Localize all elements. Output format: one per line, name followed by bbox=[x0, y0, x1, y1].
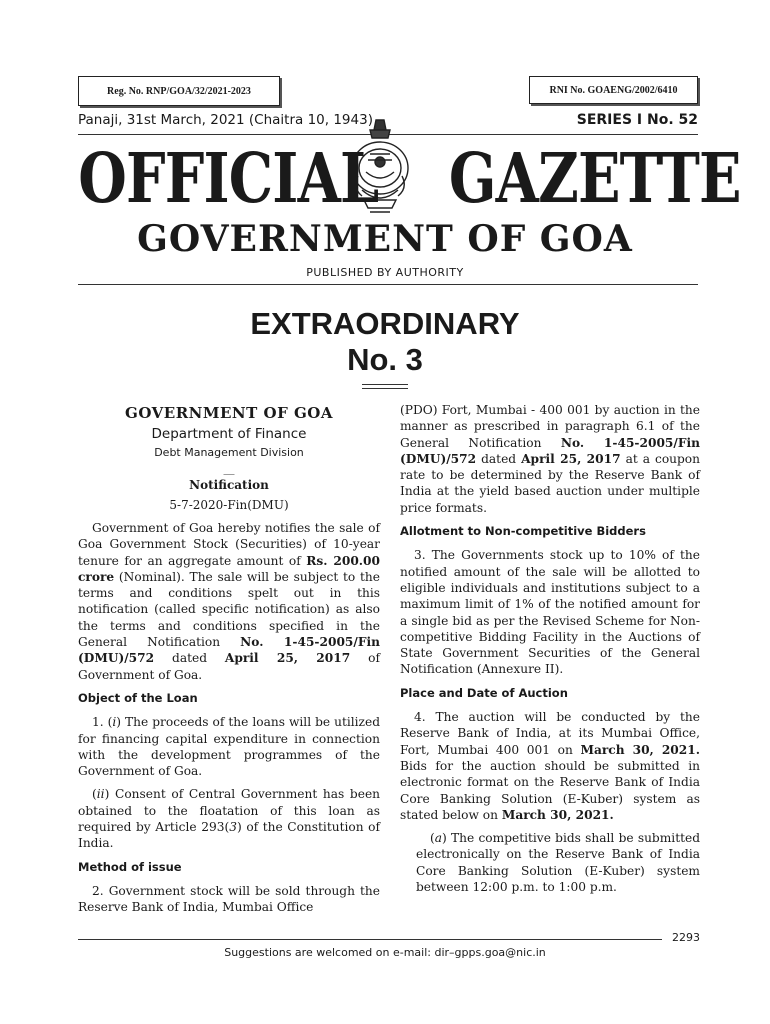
published-by-authority: PUBLISHED BY AUTHORITY bbox=[306, 266, 464, 279]
registration-number-box bbox=[78, 76, 280, 106]
title-rule bbox=[78, 284, 698, 285]
section-object-of-loan: Object of the Loan bbox=[78, 690, 198, 705]
masthead-gazette: GAZETTE bbox=[448, 139, 741, 219]
paragraph-1i: 1. (i) The proceeds of the loans will be utilized for financing capital expenditure in connection with the development programmes of the Government of Goa. bbox=[78, 715, 380, 779]
paragraph-3: 3. The Governments stock up to 10% of the notified amount of the sale will be allotted to eligible individuals and institutions subject to a maximum limit of 1% of the notified amount for a single bid as per the Revised Scheme for Non-competitive Bidding Facility in the Auctions of State Government Securities of the General Notification (Annexure II). bbox=[400, 548, 700, 677]
paragraph-1ii: (ii) Consent of Central Government has been obtained to the floatation of this loan as required by Article 293(3) of the Constitution of India. bbox=[78, 787, 380, 851]
paragraph-4: 4. The auction will be conducted by the Reserve Bank of India, at its Mumbai Office, Fort, Mumbai 400 001 on March 30, 2021. Bids for the auction should be submitted in electronic format on the Reserve Bank of India Core Banking Solution (E-Kuber) system as stated below on March 30, 2021. bbox=[400, 710, 700, 822]
double-rule-bottom bbox=[362, 388, 408, 389]
footer-rule bbox=[78, 939, 662, 940]
series-number: SERIES I No. 52 bbox=[576, 112, 698, 128]
rni-number: RNI No. GOAENG/2002/6410 bbox=[549, 84, 678, 96]
notice-separator: __ bbox=[223, 462, 235, 475]
paragraph-4a: (a) The competitive bids shall be submitted electronically on the Reserve Bank of India Core Banking Solution (E-Kuber) system between 12:00 p.m. to 1:00 p.m. bbox=[416, 831, 700, 895]
double-rule-top bbox=[362, 384, 408, 385]
masthead-official: OFFICIAL bbox=[78, 139, 379, 219]
left-column bbox=[78, 402, 380, 923]
notice-department: Department of Finance bbox=[151, 426, 307, 442]
government-title: GOVERNMENT OF GOA bbox=[137, 218, 633, 260]
paragraph-2-continued: (PDO) Fort, Mumbai - 400 001 by auction in the manner as prescribed in paragraph 6.1 of the General Notification No. 1-45-2005/Fin (DMU)/572 dated April 25, 2017 at a coupon rate to be determined by the Reserve Bank of India at the yield based auction under multiple price formats. bbox=[400, 403, 700, 515]
extraordinary-number: No. 3 bbox=[347, 342, 423, 377]
paragraph-intro: Government of Goa hereby notifies the sale of Goa Government Stock (Securities) of 10-year tenure for an aggregate amount of Rs. 200.00 crore (Nominal). The sale will be subject to the terms and conditions spelt out in this notification (called specific notification) as also the terms and conditions specified in the General Notification No. 1-45-2005/Fin (DMU)/572 dated April 25, 2017 of Government of Goa. bbox=[78, 521, 380, 682]
registration-number: Reg. No. RNP/GOA/32/2021-2023 bbox=[107, 85, 251, 97]
section-allotment: Allotment to Non-competitive Bidders bbox=[400, 524, 646, 539]
right-column bbox=[400, 402, 700, 902]
notice-division: Debt Management Division bbox=[154, 446, 304, 459]
notification-number: 5-7-2020-Fin(DMU) bbox=[169, 498, 289, 512]
rni-number-box bbox=[529, 76, 698, 104]
paragraph-2: 2. Government stock will be sold through the Reserve Bank of India, Mumbai Office bbox=[78, 883, 380, 915]
extraordinary-heading: EXTRAORDINARY bbox=[250, 306, 520, 341]
notice-government: GOVERNMENT OF GOA bbox=[125, 404, 333, 422]
section-method-of-issue: Method of issue bbox=[78, 859, 182, 874]
footer-suggestions: Suggestions are welcomed on e-mail: dir–gpps.goa@nic.in bbox=[224, 946, 546, 959]
notification-heading: Notification bbox=[189, 478, 269, 492]
section-place-date: Place and Date of Auction bbox=[400, 685, 568, 700]
page-number: 2293 bbox=[672, 931, 700, 944]
dateline: Panaji, 31st March, 2021 (Chaitra 10, 1943) bbox=[78, 112, 373, 128]
masthead bbox=[70, 139, 741, 219]
